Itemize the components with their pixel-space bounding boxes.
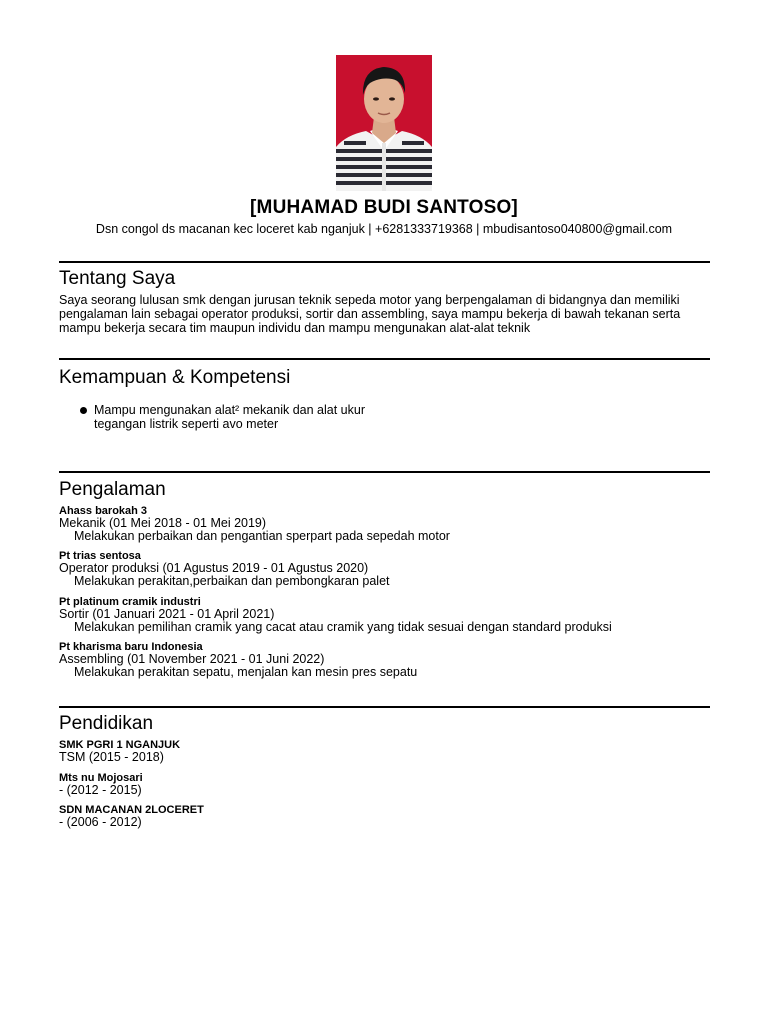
education-entry <box>59 804 204 829</box>
list-item <box>82 403 394 431</box>
experience-role: Operator produksi (01 Agustus 2019 - 01 Agustus 2020) <box>59 561 369 575</box>
education-school: SMK PGRI 1 NGANJUK <box>59 739 181 751</box>
bullet-icon <box>80 407 87 414</box>
experience-entry <box>59 505 450 543</box>
education-detail: TSM (2015 - 2018) <box>59 750 164 764</box>
profile-photo-illustration <box>336 55 432 191</box>
experience-role: Assembling (01 November 2021 - 01 Juni 2022) <box>59 652 325 666</box>
section-title-about: Tentang Saya <box>59 268 176 289</box>
experience-org: Pt kharisma baru Indonesia <box>59 641 203 653</box>
experience-desc: Melakukan pemilihan cramik yang cacat atau cramik yang tidak sesuai dengan standard produksi <box>74 620 612 634</box>
experience-desc: Melakukan perbaikan dan pengantian sperpart pada sepedah motor <box>74 529 450 543</box>
experience-entry <box>59 596 612 634</box>
experience-role: Sortir (01 Januari 2021 - 01 April 2021) <box>59 607 275 621</box>
experience-role: Mekanik (01 Mei 2018 - 01 Mei 2019) <box>59 516 267 530</box>
section-title-skills: Kemampuan & Kompetensi <box>59 367 291 388</box>
experience-org: Pt trias sentosa <box>59 550 141 562</box>
skill-text: Mampu mengunakan alat² mekanik dan alat ukur tegangan listrik seperti avo meter <box>94 403 365 431</box>
experience-desc: Melakukan perakitan,perbaikan dan pembongkaran palet <box>74 574 390 588</box>
experience-org: Pt platinum cramik industri <box>59 596 201 608</box>
candidate-name: [MUHAMAD BUDI SANTOSO] <box>250 197 518 218</box>
education-school: SDN MACANAN 2LOCERET <box>59 804 204 816</box>
section-divider <box>59 358 710 360</box>
experience-entry <box>59 641 417 679</box>
education-entry <box>59 739 180 764</box>
education-entry <box>59 772 143 797</box>
section-divider <box>59 706 710 708</box>
skills-list <box>82 403 394 431</box>
section-title-experience: Pengalaman <box>59 479 166 500</box>
education-school: Mts nu Mojosari <box>59 772 143 784</box>
experience-desc: Melakukan perakitan sepatu, menjalan kan mesin pres sepatu <box>74 665 418 679</box>
experience-org: Ahass barokah 3 <box>59 505 148 517</box>
education-detail: - (2006 - 2012) <box>59 815 142 829</box>
experience-entry <box>59 550 390 588</box>
section-divider <box>59 471 710 473</box>
section-divider <box>59 261 710 263</box>
education-detail: - (2012 - 2015) <box>59 783 142 797</box>
about-text: Saya seorang lulusan smk dengan jurusan teknik sepeda motor yang berpengalaman di bidangnya dan memiliki pengalaman lain sebagai operator produksi, sortir dan assembling, saya mampu bekerja di bawah tekanan serta mampu bekerja secara tim maupun individu dan mampu mengunakan alat-alat teknik <box>59 293 681 335</box>
contact-info: Dsn congol ds macanan kec loceret kab nganjuk | +6281333719368 | mbudisantoso040800@gmail.com <box>95 222 673 236</box>
section-title-education: Pendidikan <box>59 713 154 734</box>
profile-photo <box>336 55 432 191</box>
